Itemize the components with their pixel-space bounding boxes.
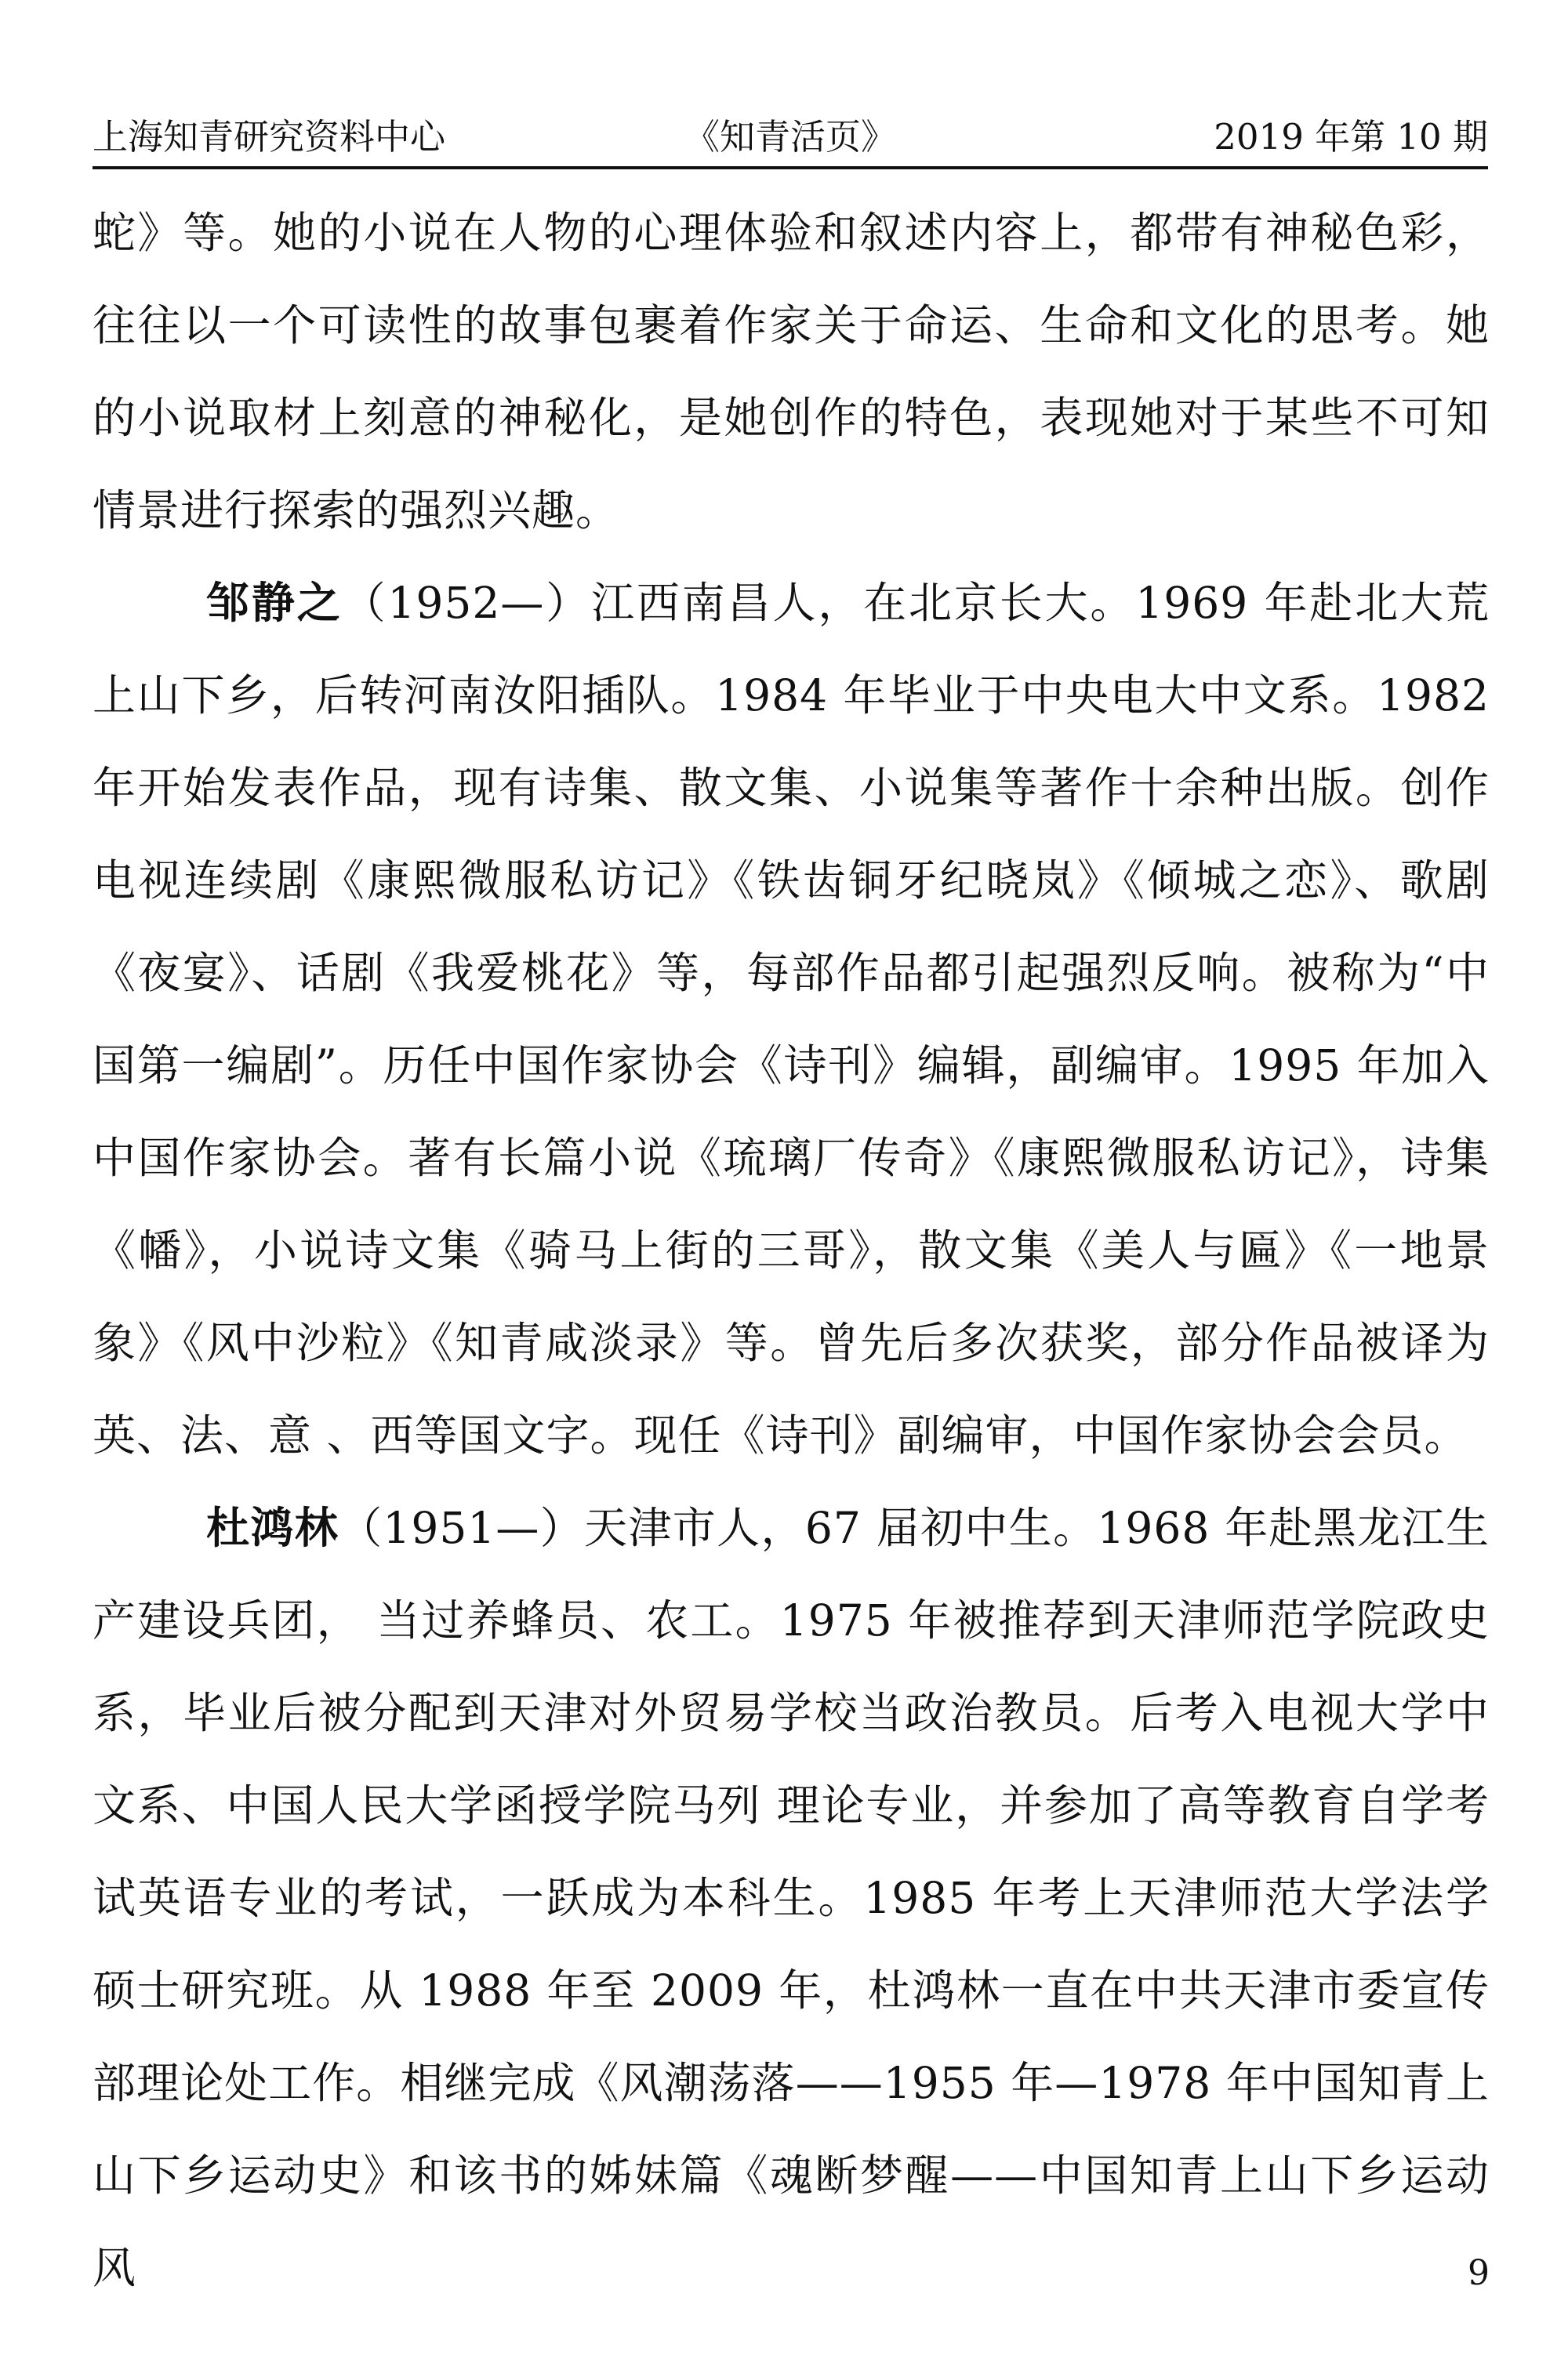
header-journal-title: 《知青活页》 <box>684 116 896 158</box>
paragraph-text: （1952—）江西南昌人，在北京长大。1969 年赴北大荒上山下乡，后转河南汝阳插队。1984 年毕业于中央电大中文系。1982 年开始发表作品，现有诗集、散文集、小说集等著作十余种出版。创作电视连续剧《康熙微服私访记》《铁齿铜牙纪晓岚》《倾城之恋》、歌剧《夜宴》、话剧《我爱桃花》等，每部作品都引起强烈反响。被称为“中国第一编剧”。历任中国作家协会《诗刊》编辑，副编审。1995 年加入中国作家协会。著有长篇小说《琉璃厂传奇》《康熙微服私访记》，诗集《幡》，小说诗文集《骑马上街的三哥》，散文集《美人与匾》《一地景象》《风中沙粒》《知青咸淡录》等。曾先后多次获奖，部分作品被译为 英、法、意 、西等国文字。现任《诗刊》副编审，中国作家协会会员。 <box>93 578 1490 1461</box>
bio-name: 邹静之 <box>206 577 343 628</box>
article-body <box>93 187 1490 2314</box>
header-issue: 2019 年第 10 期 <box>1214 116 1488 158</box>
bio-name: 杜鸿林 <box>206 1502 339 1553</box>
page-header <box>93 108 1488 169</box>
paragraph-bio-du-honglin <box>93 1482 1490 2314</box>
page-number: 9 <box>1468 2253 1490 2293</box>
paragraph-text: （1951—）天津市人，67 届初中生。1968 年赴黑龙江生产建设兵团， 当过养蜂员、农工。1975 年被推荐到天津师范学院政史系，毕业后被分配到天津对外贸易学校当政治教员。后考入电视大学中文系、中国人民大学函授学院马列 理论专业，并参加了高等教育自学考试英语专业的考试，一跃成为本科生。1985 年考上天津师范大学法学硕士研究班。从 1988 年至 2009 年，杜鸿林一直在中共天津市委宣传部理论处工作。相继完成《风潮荡落——1955 年—1978 年中国知青上山下乡运动史》和该书的姊妹篇《魂断梦醒——中国知青上山下乡运动风 <box>93 1503 1490 2293</box>
paragraph-bio-zou-jingzhi <box>93 557 1490 1482</box>
paragraph-continuation <box>93 187 1490 557</box>
header-publisher: 上海知青研究资料中心 <box>93 116 446 158</box>
paragraph-text: 蛇》等。她的小说在人物的心理体验和叙述内容上，都带有神秘色彩，往往以一个可读性的故事包裹着作家关于命运、生命和文化的思考。她的小说取材上刻意的神秘化，是她创作的特色，表现她对于某些不可知情景进行探索的强烈兴趣。 <box>93 208 1490 535</box>
